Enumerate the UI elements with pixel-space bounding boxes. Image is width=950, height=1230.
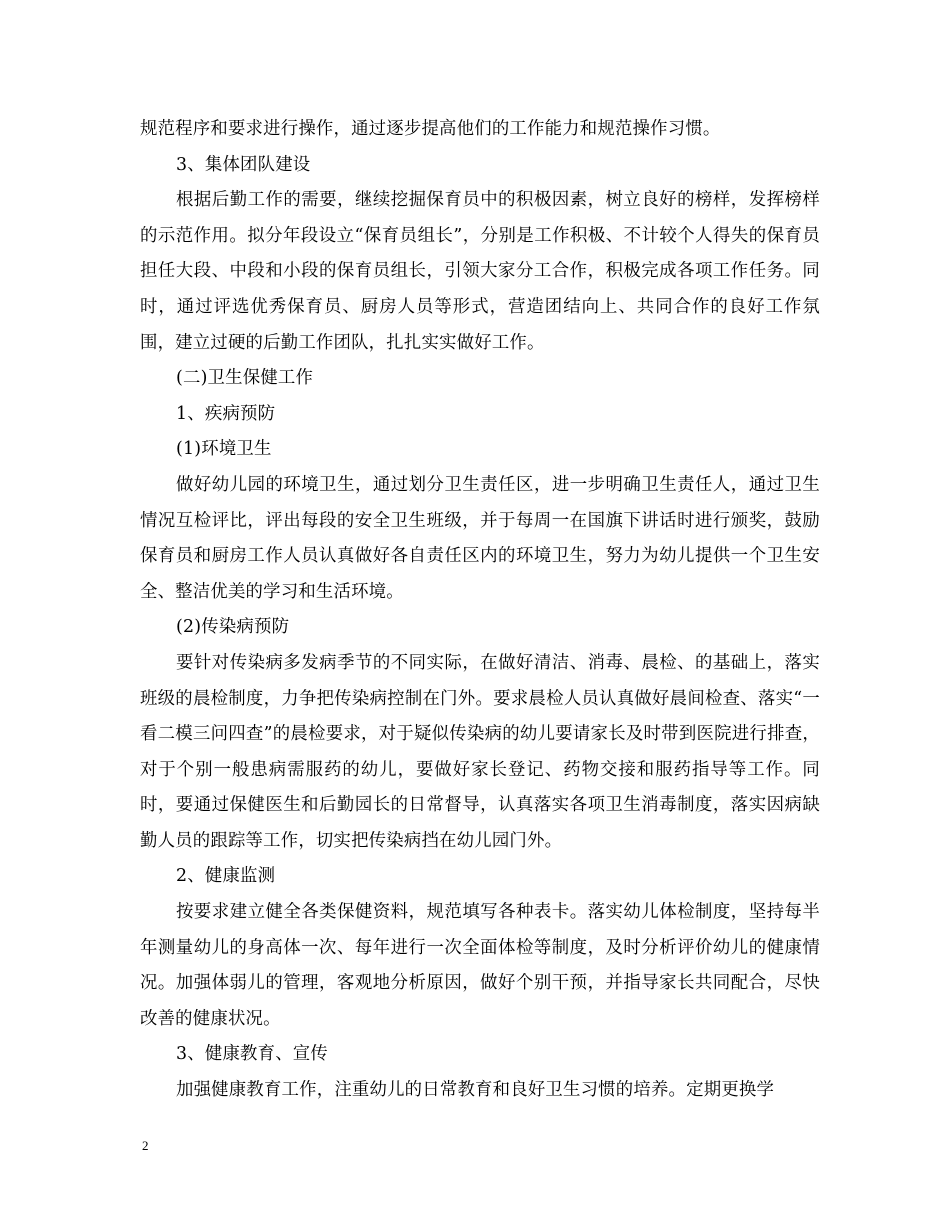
page-number: 2 xyxy=(142,1138,149,1153)
section-heading-disease-prevention: 1、疾病预防 xyxy=(176,403,276,424)
section-heading-health-education: 3、健康教育、宣传 xyxy=(176,1044,328,1065)
body-paragraph-continuation: 规范程序和要求进行操作，通过逐步提高他们的工作能力和规范操作习惯。 xyxy=(140,119,721,139)
document-body xyxy=(140,112,820,1109)
section-heading-health-care: (二)卫生保健工作 xyxy=(176,368,314,389)
body-paragraph-health-education: 加强健康教育工作，注重幼儿的日常教育和良好卫生习惯的培养。定期更换学 xyxy=(176,1080,775,1101)
section-heading-infectious-disease: (2)传染病预防 xyxy=(176,617,290,638)
body-paragraph-infectious-disease: 要针对传染病多发病季节的不同实际，在做好清洁、消毒、晨检、的基础上，落实班级的晨检制度，力争把传染病控制在门外。要求晨检人员认真做好晨间检查、落实“一看二模三问四查”的晨检要求，对于疑似传染病的幼儿要请家长及时带到医院进行排查，对于个别一般患病需服药的幼儿，要做好家长登记、药物交接和服药指导等工作。同时，要通过保健医生和后勤园长的日常督导，认真落实各项卫生消毒制度，落实因病缺勤人员的跟踪等工作，切实把传染病挡在幼儿园门外。 xyxy=(140,652,820,851)
section-heading-environment-hygiene: (1)环境卫生 xyxy=(176,439,272,460)
section-heading-team-building: 3、集体团队建设 xyxy=(176,154,311,175)
body-paragraph-health-monitoring: 按要求建立健全各类保健资料，规范填写各种表卡。落实幼儿体检制度，坚持每半年测量幼儿的身高体一次、每年进行一次全面体检等制度，及时分析评价幼儿的健康情况。加强体弱儿的管理，客观地分析原因，做好个别干预，并指导家长共同配合，尽快改善的健康状况。 xyxy=(140,902,820,1029)
body-paragraph-team-building: 根据后勤工作的需要，继续挖掘保育员中的积极因素，树立良好的榜样，发挥榜样的示范作用。拟分年段设立“保育员组长”，分别是工作积极、不计较个人得失的保育员担任大段、中段和小段的保育员组长，引领大家分工合作，积极完成各项工作任务。同时，通过评选优秀保育员、厨房人员等形式，营造团结向上、共同合作的良好工作氛围，建立过硬的后勤工作团队，扎扎实实做好工作。 xyxy=(140,190,820,353)
body-paragraph-environment-hygiene: 做好幼儿园的环境卫生，通过划分卫生责任区，进一步明确卫生责任人，通过卫生情况互检评比，评出每段的安全卫生班级，并于每周一在国旗下讲话时进行颁奖，鼓励保育员和厨房工作人员认真做好各自责任区内的环境卫生，努力为幼儿提供一个卫生安全、整洁优美的学习和生活环境。 xyxy=(140,474,820,602)
section-heading-health-monitoring: 2、健康监测 xyxy=(176,866,276,887)
